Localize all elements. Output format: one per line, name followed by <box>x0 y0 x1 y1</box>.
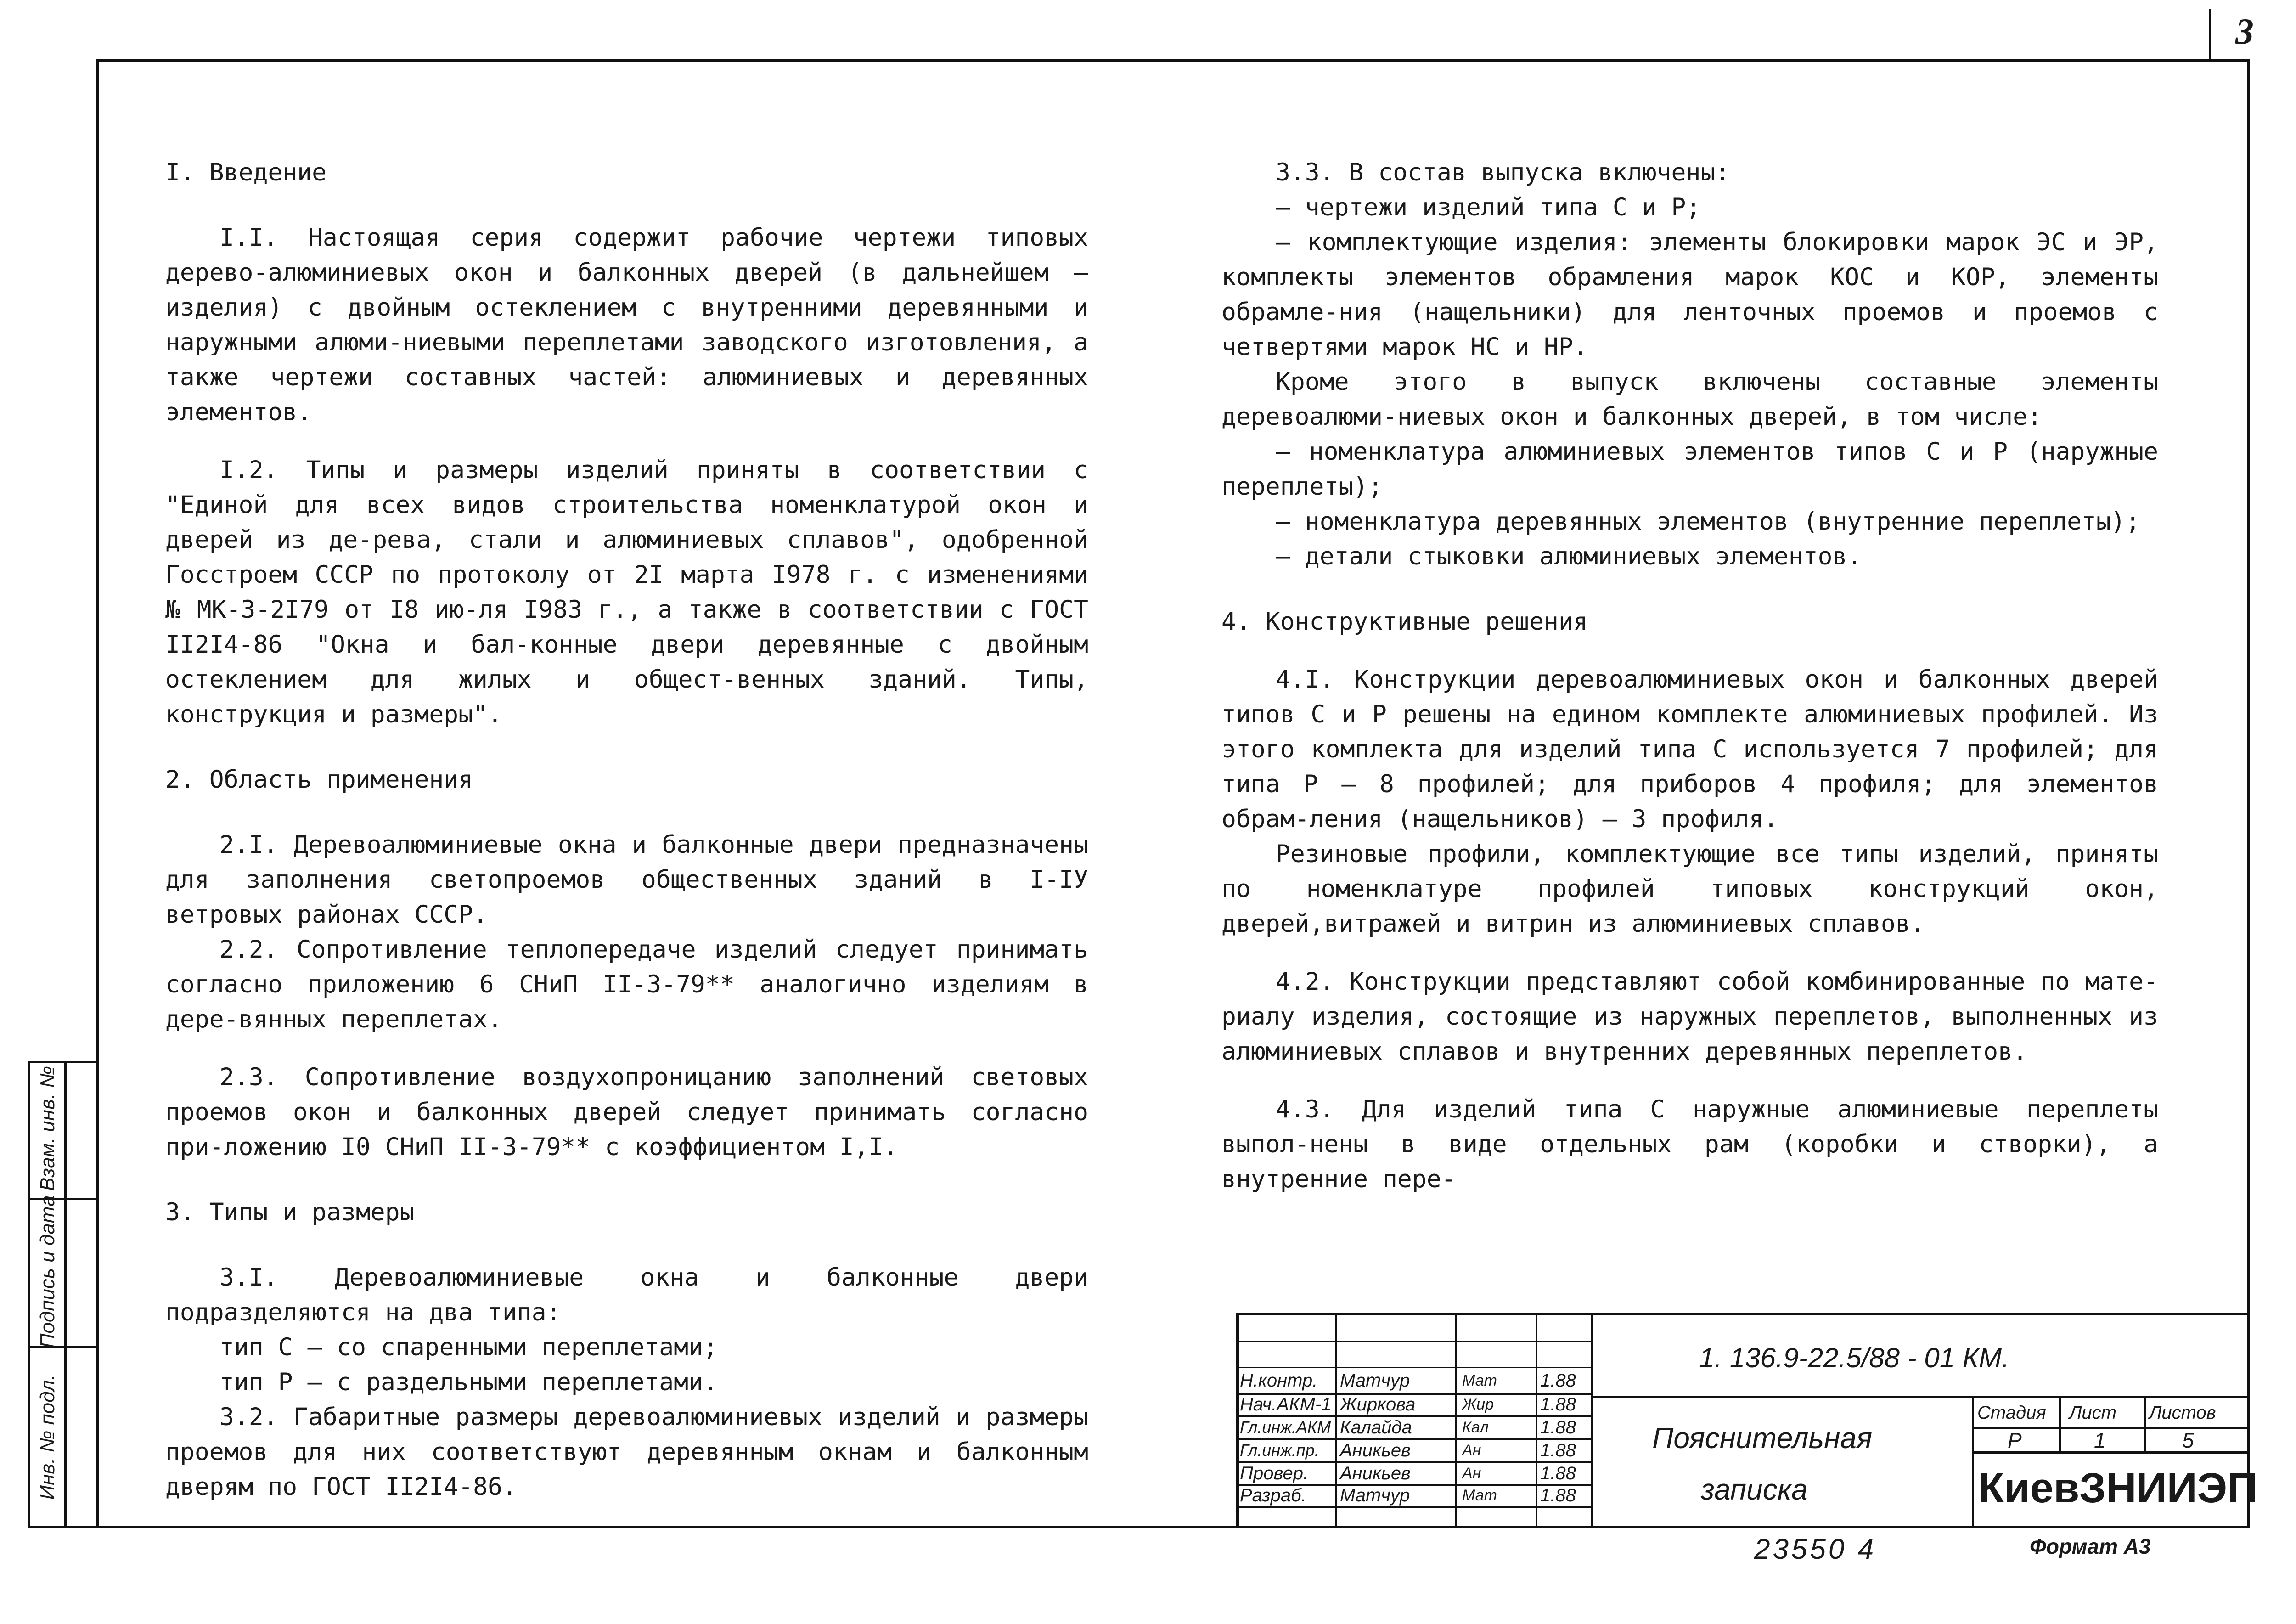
document-title-line2: записка <box>1701 1473 1808 1506</box>
row-signature: Мат <box>1462 1487 1497 1504</box>
sheets-label: Листов <box>2149 1403 2216 1423</box>
left-column <box>165 155 1088 1505</box>
row-signature: Ан <box>1462 1465 1481 1482</box>
row-name: Аникьев <box>1340 1463 1411 1483</box>
stamp-podpis-data: Подпись и дата <box>36 1195 59 1348</box>
paragraph-4-1-rubber: Резиновые профили, комплектующие все типы изделий, приняты по номенклатуре профилей типовых конструкций окон, дверей,витражей и витрин из алюминиевых сплавов. <box>1221 840 2158 938</box>
paragraph-3-3-a: – чертежи изделий типа С и Р; <box>1276 193 1701 221</box>
row-role: Н.контр. <box>1240 1370 1318 1391</box>
paragraph-3-3-f: – детали стыковки алюминиевых элементов. <box>1276 542 1862 570</box>
paragraph-1-1: I.I. Настоящая серия содержит рабочие чертежи типовых дерево-алюминиевых окон и балконных дверей (в дальнейшем – изделия) с двойным остеклением с внутренними деревянными и наружными алюми-ниевыми переплетами заводского изготовления, а также чертежи составных частей: алюминиевых и деревянных элементов. <box>165 224 1088 426</box>
paragraph-1-2: I.2. Типы и размеры изделий приняты в соответствии с "Единой для всех видов строительства номенклатурой окон и дверей из де-рева, стали и алюминиевых сплавов", одобренной Госстроем СССР по протоколу от 2I марта I978 г. с изменениями № МК-3-2I79 от I8 ию-ля I983 г., а также в соответствии с ГОСТ II2I4-86 "Окна и бал-конные двери деревянные с двойным остеклением для жилых и общест-венных зданий. Типы, конструкция и размеры". <box>165 456 1088 728</box>
row-signature: Кал <box>1462 1419 1489 1436</box>
stamp-inv-podl: Инв. № подл. <box>36 1374 59 1500</box>
paragraph-3-3-c: Кроме этого в выпуск включены составные элементы деревоалюми-ниевых окон и балконных дверей, в том числе: <box>1221 368 2158 431</box>
row-name: Калайда <box>1340 1417 1412 1438</box>
sheet-label: Лист <box>2069 1403 2116 1423</box>
stage-value: Р <box>2008 1428 2022 1452</box>
heading-design-solutions: 4. Конструктивные решения <box>1221 608 1588 636</box>
sheet-value: 1 <box>2094 1428 2106 1452</box>
row-name: Матчур <box>1340 1370 1410 1391</box>
row-name: Матчур <box>1340 1485 1410 1506</box>
paragraph-3-3-b: – комплектующие изделия: элементы блокировки марок ЭС и ЭР, комплекты элементов обрамления марок КОС и КОР, элементы обрамле-ния (нащельники) для ленточных проемов и проемов с четвертями марок НС и НР. <box>1221 228 2158 361</box>
heading-types-sizes: 3. Типы и размеры <box>165 1198 415 1226</box>
row-role: Нач.АКМ-1 <box>1240 1394 1332 1415</box>
corner-tick <box>2209 9 2211 60</box>
right-column <box>1221 155 2158 1197</box>
paragraph-3-3: 3.3. В состав выпуска включены: <box>1276 158 1730 186</box>
row-role: Провер. <box>1240 1463 1309 1483</box>
row-role: Гл.инж.пр. <box>1240 1441 1319 1460</box>
paragraph-3-1: 3.I. Деревоалюминиевые окна и балконные двери подразделяются на два типа: <box>165 1263 1088 1326</box>
paragraph-3-1-type-c: тип С – со спаренными переплетами; <box>219 1333 718 1361</box>
row-date: 1.88 <box>1540 1440 1576 1460</box>
organization-name: КиевЗНИИЭП <box>1978 1465 2258 1511</box>
stage-label: Стадия <box>1977 1403 2046 1423</box>
row-signature: Ан <box>1462 1442 1481 1459</box>
paragraph-3-2: 3.2. Габаритные размеры деревоалюминиевых изделий и размеры проемов для них соответствуют деревянным окнам и балконным дверям по ГОСТ II2I4-86. <box>165 1403 1088 1501</box>
row-name: Жиркова <box>1340 1394 1416 1415</box>
frame-left <box>96 59 99 1528</box>
row-date: 1.88 <box>1540 1370 1576 1391</box>
row-role: Гл.инж.АКМ <box>1240 1418 1331 1437</box>
row-date: 1.88 <box>1540 1463 1576 1483</box>
frame-top <box>96 59 2250 62</box>
row-date: 1.88 <box>1540 1417 1576 1438</box>
row-role: Разраб. <box>1240 1485 1306 1506</box>
format-label: Формат А3 <box>2030 1534 2151 1558</box>
row-signature: Мат <box>1462 1372 1497 1389</box>
heading-scope: 2. Область применения <box>165 766 473 794</box>
row-date: 1.88 <box>1540 1394 1576 1415</box>
paragraph-4-3: 4.3. Для изделий типа С наружные алюминиевые переплеты выпол-нены в виде отдельных рам (коробки и створки), а внутренние пере- <box>1221 1095 2158 1193</box>
paragraph-3-3-d: – номенклатура алюминиевых элементов типов С и Р (наружные переплеты); <box>1221 438 2158 501</box>
paragraph-2-2: 2.2. Сопротивление теплопередаче изделий следует принимать согласно приложению 6 СНиП II-3-79** аналогично изделиям в дере-вянных переплетах. <box>165 936 1088 1033</box>
paragraph-3-1-type-r: тип Р – с раздельными переплетами. <box>219 1368 718 1396</box>
frame-right <box>2247 59 2250 1528</box>
sheets-value: 5 <box>2182 1428 2194 1452</box>
paragraph-4-2: 4.2. Конструкции представляют собой комбинированные по мате-риалу изделия, состоящие из наружных переплетов, выполненных из алюминиевых сплавов и внутренних деревянных переплетов. <box>1221 968 2158 1066</box>
paragraph-3-3-e: – номенклатура деревянных элементов (внутренние переплеты); <box>1276 508 2140 536</box>
paragraph-2-3: 2.3. Сопротивление воздухопроницанию заполнений световых проемов окон и балконных дверей следует принимать согласно при-ложению I0 СНиП II-3-79** с коэффициентом I,I. <box>165 1063 1088 1161</box>
paragraph-4-1: 4.I. Конструкции деревоалюминиевых окон и балконных дверей типов С и Р решены на едином комплекте алюминиевых профилей. Из этого комплекта для изделий типа С используется 7 профилей; для типа Р – 8 профилей; для приборов 4 профиля; для элементов обрам-ления (нащельников) – 3 профиля. <box>1221 665 2158 833</box>
row-name: Аникьев <box>1340 1440 1411 1460</box>
stamp-vzam-inv: Взам. инв. № <box>36 1066 59 1191</box>
heading-introduction: I. Введение <box>165 158 326 186</box>
row-signature: Жир <box>1462 1396 1494 1413</box>
archive-number: 23550 4 <box>1754 1534 1877 1565</box>
document-title-line1: Пояснительная <box>1652 1421 1873 1455</box>
page-number: 3 <box>2235 11 2254 52</box>
paragraph-2-1: 2.I. Деревоалюминиевые окна и балконные двери предназначены для заполнения светопроемов общественных зданий в I-IУ ветровых районах СССР. <box>165 831 1088 929</box>
frame-bottom <box>28 1526 2250 1528</box>
document-code: 1. 136.9-22.5/88 - 01 КМ. <box>1699 1342 2009 1373</box>
row-date: 1.88 <box>1540 1485 1576 1506</box>
